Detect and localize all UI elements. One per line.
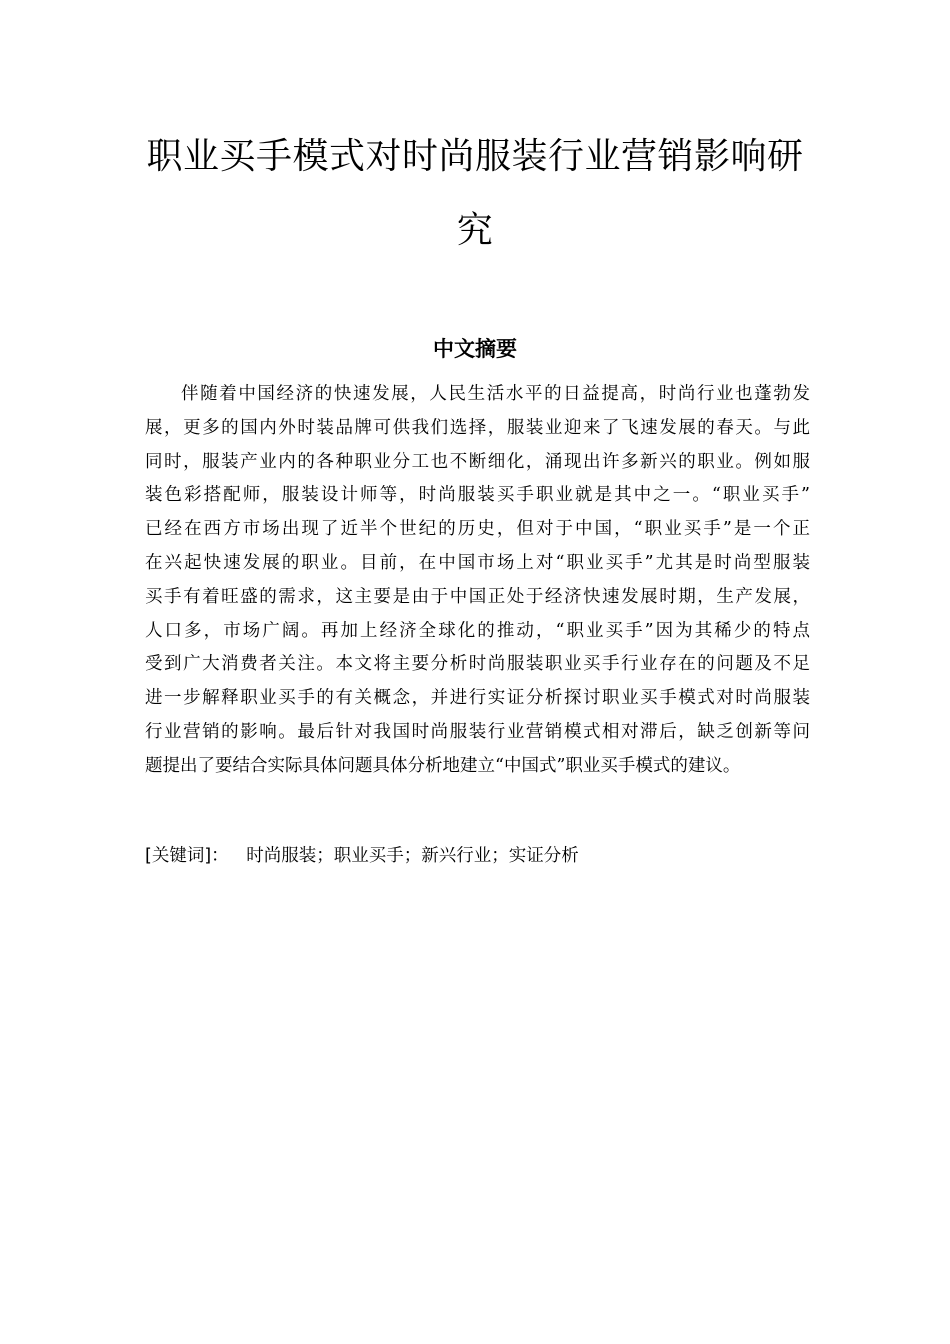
abstract-line: 展，更多的国内外时装品牌可供我们选择，服装业迎来了飞速发展的春天。与此 — [145, 417, 810, 438]
keywords-label: [关键词]： — [145, 846, 229, 866]
abstract-line: 在兴起快速发展的职业。目前，在中国市场上对“职业买手”尤其是时尚型服装 — [145, 552, 810, 573]
abstract-line: 买手有着旺盛的需求，这主要是由于中国正处于经济快速发展时期，生产发展， — [145, 586, 810, 607]
abstract-line: 人口多，市场广阔。再加上经济全球化的推动，“职业买手”因为其稀少的特点 — [145, 620, 810, 641]
abstract-line: 题提出了要结合实际具体问题具体分析地建立“中国式”职业买手模式的建议。 — [145, 755, 741, 776]
abstract-line: 装色彩搭配师，服装设计师等，时尚服装买手职业就是其中之一。“职业买手” — [145, 485, 810, 506]
abstract-line: 同时，服装产业内的各种职业分工也不断细化，涌现出许多新兴的职业。例如服 — [145, 451, 810, 472]
abstract-line: 进一步解释职业买手的有关概念，并进行实证分析探讨职业买手模式对时尚服装 — [145, 688, 810, 709]
document-title-line-1: 职业买手模式对时尚服装行业营销影响研 — [146, 136, 804, 177]
abstract-body — [145, 378, 810, 784]
abstract-line: 已经在西方市场出现了近半个世纪的历史，但对于中国，“职业买手”是一个正 — [145, 519, 810, 540]
document-title-line-2: 究 — [456, 210, 494, 251]
keywords — [145, 842, 579, 870]
abstract-line: 行业营销的影响。最后针对我国时尚服装行业营销模式相对滞后，缺乏创新等问 — [145, 721, 810, 742]
abstract-line: 受到广大消费者关注。本文将主要分析时尚服装职业买手行业存在的问题及不足 — [145, 654, 810, 675]
abstract-line: 伴随着中国经济的快速发展，人民生活水平的日益提高，时尚行业也蓬勃发 — [181, 384, 810, 404]
keywords-text: 时尚服装；职业买手；新兴行业；实证分析 — [246, 846, 579, 866]
abstract-heading: 中文摘要 — [433, 337, 517, 361]
